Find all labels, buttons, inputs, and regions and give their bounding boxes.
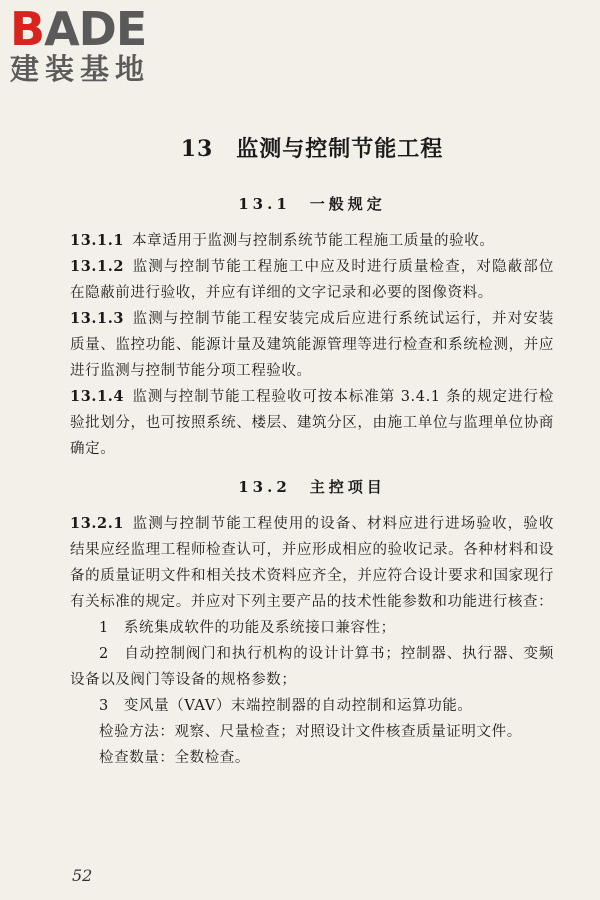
page-content	[70, 132, 554, 771]
clause-text: 监测与控制节能工程安装完成后应进行系统试运行，并对安装质量、监控功能、能源计量及建筑能源管理等进行检查和系统检测，并应进行监测与控制节能分项工程验收。	[70, 311, 554, 379]
list-item-2: 2 自动控制阀门和执行机构的设计计算书；控制器、执行器、变频设备以及阀门等设备的规格参数；	[70, 646, 554, 688]
logo-subtitle: 建装基地	[10, 52, 151, 86]
inspection-quantity: 检查数量：全数检查。	[99, 750, 250, 766]
clause-13-2-1	[70, 511, 554, 615]
section-title-13-2: 13.2 主控项目	[238, 478, 386, 496]
clause-text: 监测与控制节能工程使用的设备、材料应进行进场验收，验收结果应经监理工程师检查认可，并应形成相应的验收记录。各种材料和设备的质量证明文件和相关技术资料应齐全，并应符合设计要求和国家现行有关标准的规定。并应对下列主要产品的技术性能参数和功能进行核查：	[70, 516, 554, 610]
clause-number: 13.1.3	[70, 310, 125, 327]
section-title-13-1: 13.1 一般规定	[238, 195, 386, 213]
clause-number: 13.1.4	[70, 388, 125, 405]
logo-accent-letter: B	[10, 2, 45, 56]
clause-13-1-1	[70, 228, 554, 254]
list-item-1: 1 系统集成软件的功能及系统接口兼容性；	[99, 620, 396, 636]
clause-text: 本章适用于监测与控制系统节能工程施工质量的验收。	[132, 233, 495, 249]
clause-number: 13.1.1	[70, 232, 125, 249]
list-item-3: 3 变风量（VAV）末端控制器的自动控制和运算功能。	[99, 698, 473, 714]
clause-text: 监测与控制节能工程验收可按本标准第 3.4.1 条的规定进行检验批划分，也可按照系统、楼层、建筑分区，由施工单位与监理单位协商确定。	[70, 389, 554, 457]
page-number: 52	[72, 866, 93, 885]
bade-logo	[10, 4, 180, 86]
inspection-method: 检验方法：观察、尺量检查；对照设计文件核查质量证明文件。	[99, 724, 522, 740]
logo-rest-letters: ADE	[44, 2, 147, 56]
clause-number: 13.2.1	[70, 515, 125, 532]
clause-number: 13.1.2	[70, 258, 125, 275]
clause-13-1-4	[70, 384, 554, 462]
chapter-title: 13 监测与控制节能工程	[180, 136, 444, 162]
logo-wordmark	[10, 4, 180, 54]
clause-13-1-3	[70, 306, 554, 384]
clause-text: 监测与控制节能工程施工中应及时进行质量检查，对隐蔽部位在隐蔽前进行验收，并应有详细的文字记录和必要的图像资料。	[70, 259, 554, 301]
clause-13-1-2	[70, 254, 554, 306]
